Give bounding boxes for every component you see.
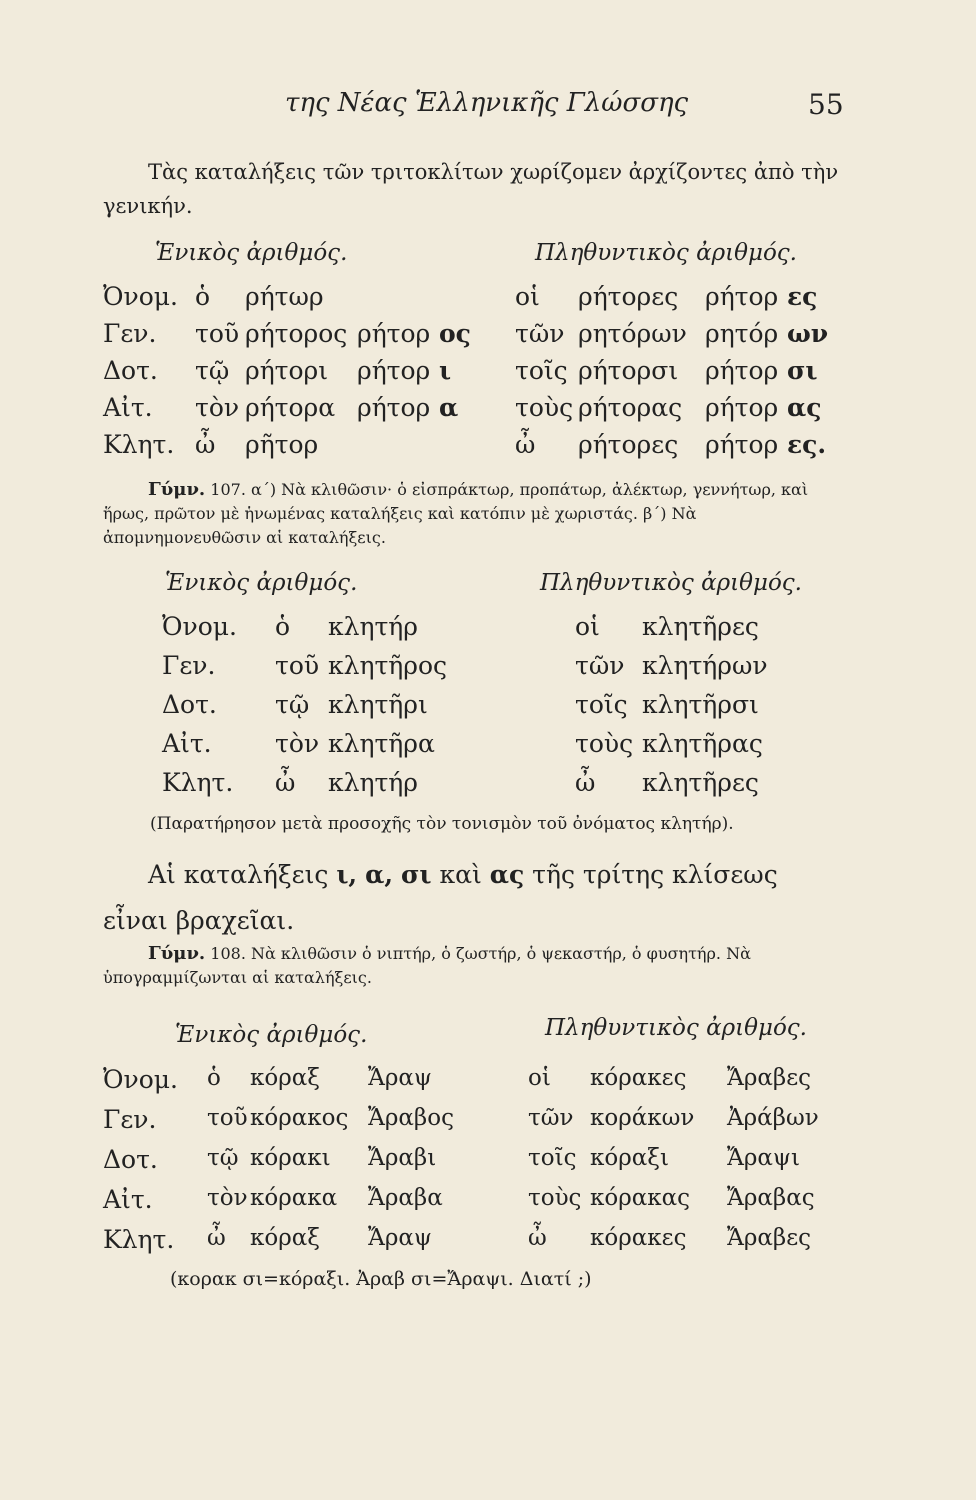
table2-singular-header: Ἑνικὸς ἀριθμός. bbox=[165, 570, 358, 596]
rule-ending-a: α, bbox=[365, 860, 394, 889]
t3-case: Γεν. bbox=[103, 1105, 157, 1134]
note-accent: (Παρατήρησον μετὰ προσοχῆς τὸν τονισμὸν τοῦ ὀνόματος κλητήρ). bbox=[150, 814, 734, 834]
t1-split-ending: ος bbox=[430, 319, 471, 348]
t1-plural-split bbox=[705, 430, 826, 459]
rule-ending-as: ας bbox=[489, 860, 525, 889]
t2-article: τοῦ bbox=[275, 651, 320, 680]
rule-paragraph bbox=[103, 852, 843, 944]
t3-plural-word: κόραξι bbox=[590, 1145, 669, 1171]
t1-plural-article: τοὺς bbox=[515, 393, 574, 422]
t1-split-stem: ρήτορ bbox=[357, 319, 431, 348]
t3-plural-word2: Ἄραψι bbox=[727, 1145, 800, 1171]
t2-case: Ὀνομ. bbox=[162, 612, 237, 641]
t2-case: Δοτ. bbox=[162, 690, 217, 719]
t3-word: κόραξ bbox=[250, 1065, 320, 1091]
t1-plural-split-ending: ες. bbox=[778, 430, 827, 459]
t3-plural-article: τῶν bbox=[528, 1105, 574, 1131]
intro-paragraph bbox=[103, 155, 843, 223]
t1-plural-split-ending: ων bbox=[778, 319, 829, 348]
rule-pre: Αἱ καταλήξεις bbox=[148, 860, 329, 889]
t1-split bbox=[357, 393, 458, 422]
t1-plural-split bbox=[705, 393, 821, 422]
t1-split-stem: ρήτορ bbox=[357, 356, 431, 385]
t1-word: ρῆτορ bbox=[245, 430, 319, 459]
t1-split bbox=[357, 319, 471, 348]
t3-article: τῷ bbox=[207, 1145, 239, 1171]
t1-case: Δοτ. bbox=[103, 356, 158, 385]
exercise-108-text: 108. Νὰ κλιθῶσιν ὁ νιπτήρ, ὁ ζωστήρ, ὁ ψεκαστήρ, ὁ φυσητήρ. Νὰ ὑπογραμμίζωνται αἱ καταλήξεις. bbox=[103, 944, 751, 987]
t1-plural-word: ρητόρων bbox=[578, 319, 687, 348]
note-stems: (κορακ σι=κόραξι. Ἀραβ σι=Ἄραψι. Διατί ;) bbox=[170, 1268, 592, 1290]
t1-word: ρήτωρ bbox=[245, 282, 324, 311]
t2-plural-word: κλητήρων bbox=[642, 651, 768, 680]
t1-plural-split-stem: ρήτορ bbox=[705, 430, 779, 459]
t1-plural-article: ὦ bbox=[515, 430, 536, 459]
t2-plural-article: οἱ bbox=[575, 612, 600, 641]
t1-split bbox=[357, 356, 451, 385]
t1-word: ρήτορι bbox=[245, 356, 329, 385]
rule-post: τῆς τρίτης κλίσεως εἶναι βραχεῖαι. bbox=[103, 860, 778, 935]
t1-plural-split-stem: ρητόρ bbox=[705, 319, 779, 348]
t2-plural-word: κλητῆρας bbox=[642, 729, 763, 758]
t1-case: Κλητ. bbox=[103, 430, 175, 459]
t3-word2: Ἄραβος bbox=[368, 1105, 454, 1131]
t2-case: Γεν. bbox=[162, 651, 216, 680]
t3-word2: Ἄραβι bbox=[368, 1145, 437, 1171]
t2-case: Κλητ. bbox=[162, 768, 234, 797]
t1-plural-split-stem: ρήτορ bbox=[705, 282, 779, 311]
t1-word: ρήτορος bbox=[245, 319, 348, 348]
t3-article: τὸν bbox=[207, 1185, 248, 1211]
rule-ending-i: ι, bbox=[336, 860, 358, 889]
t1-plural-split bbox=[705, 319, 828, 348]
t2-plural-article: ὦ bbox=[575, 768, 596, 797]
t3-word2: Ἄραβα bbox=[368, 1185, 443, 1211]
t1-plural-article: οἱ bbox=[515, 282, 540, 311]
t1-article: τοῦ bbox=[195, 319, 240, 348]
t2-word: κλητῆρι bbox=[328, 690, 428, 719]
t3-case: Ὀνομ. bbox=[103, 1065, 178, 1094]
table3-plural-header: Πληθυντικὸς ἀριθμός. bbox=[545, 1015, 807, 1041]
t2-case: Αἰτ. bbox=[162, 729, 212, 758]
rule-mid: καὶ bbox=[439, 860, 482, 889]
t2-word: κλητῆρα bbox=[328, 729, 435, 758]
t2-plural-article: τοῖς bbox=[575, 690, 628, 719]
t3-word: κόρακα bbox=[250, 1185, 338, 1211]
t3-plural-word: κόρακες bbox=[590, 1225, 687, 1251]
t3-plural-article: τοὺς bbox=[528, 1185, 582, 1211]
t1-split-ending: α bbox=[430, 393, 459, 422]
t1-split-ending: ι bbox=[430, 356, 452, 385]
t1-plural-article: τοῖς bbox=[515, 356, 568, 385]
t2-article: ὦ bbox=[275, 768, 296, 797]
t1-case: Ὀνομ. bbox=[103, 282, 178, 311]
t1-plural-word: ρήτορες bbox=[578, 282, 679, 311]
table3-singular-header: Ἑνικὸς ἀριθμός. bbox=[175, 1022, 368, 1048]
t1-plural-split-ending: ας bbox=[778, 393, 822, 422]
t1-plural-split-ending: σι bbox=[778, 356, 818, 385]
t1-plural-split bbox=[705, 282, 817, 311]
t1-plural-split-stem: ρήτορ bbox=[705, 356, 779, 385]
t1-word: ρήτορα bbox=[245, 393, 336, 422]
exercise-108 bbox=[103, 942, 848, 990]
t3-case: Κλητ. bbox=[103, 1225, 175, 1254]
t3-case: Δοτ. bbox=[103, 1145, 158, 1174]
page-number: 55 bbox=[808, 88, 844, 121]
t3-plural-word: κόρακες bbox=[590, 1065, 687, 1091]
t3-plural-word2: Ἄραβες bbox=[727, 1225, 812, 1251]
t2-word: κλητήρ bbox=[328, 768, 418, 797]
t2-plural-article: τῶν bbox=[575, 651, 625, 680]
t3-word: κόρακι bbox=[250, 1145, 331, 1171]
t1-plural-word: ρήτορας bbox=[578, 393, 683, 422]
t1-split-stem: ρήτορ bbox=[357, 393, 431, 422]
t3-plural-article: οἱ bbox=[528, 1065, 551, 1091]
running-head: της Νέας Ἑλληνικῆς Γλώσσης bbox=[285, 88, 689, 118]
t3-article: ὁ bbox=[207, 1065, 221, 1091]
t1-plural-word: ρήτορσι bbox=[578, 356, 679, 385]
t1-plural-article: τῶν bbox=[515, 319, 565, 348]
t3-article: τοῦ bbox=[207, 1105, 248, 1131]
rule-ending-si: σι bbox=[401, 860, 432, 889]
t1-article: τῷ bbox=[195, 356, 230, 385]
exercise-107-text: 107. α΄) Νὰ κλιθῶσιν· ὁ εἰσπράκτωρ, προπάτωρ, ἀλέκτωρ, γεννήτωρ, καὶ ἥρως, πρῶτον μὲ ἡνωμένας καταλήξεις καὶ κατόπιν μὲ χωριστάς. β΄) Νὰ ἀπομνημονευθῶσιν αἱ καταλήξεις. bbox=[103, 480, 809, 547]
t3-word: κόραξ bbox=[250, 1225, 320, 1251]
t1-case: Γεν. bbox=[103, 319, 157, 348]
exercise-107-label: Γύμν. bbox=[148, 479, 206, 500]
t3-word: κόρακος bbox=[250, 1105, 349, 1131]
exercise-107 bbox=[103, 478, 848, 550]
table1-plural-header: Πληθυντικὸς ἀριθμός. bbox=[535, 240, 797, 266]
table2-plural-header: Πληθυντικὸς ἀριθμός. bbox=[540, 570, 802, 596]
t3-word2: Ἄραψ bbox=[368, 1225, 432, 1251]
t2-plural-article: τοὺς bbox=[575, 729, 634, 758]
t1-case: Αἰτ. bbox=[103, 393, 153, 422]
t2-article: τῷ bbox=[275, 690, 310, 719]
t3-plural-word2: Ἄραβας bbox=[727, 1185, 815, 1211]
t2-word: κλητῆρος bbox=[328, 651, 448, 680]
t2-plural-word: κλητῆρσι bbox=[642, 690, 759, 719]
t1-article: ὁ bbox=[195, 282, 211, 311]
t1-plural-split-stem: ρήτορ bbox=[705, 393, 779, 422]
t1-article: ὦ bbox=[195, 430, 216, 459]
t3-plural-word: κόρακας bbox=[590, 1185, 691, 1211]
t2-word: κλητήρ bbox=[328, 612, 418, 641]
t1-plural-split-ending: ες bbox=[778, 282, 818, 311]
t3-article: ὦ bbox=[207, 1225, 226, 1251]
t3-word2: Ἄραψ bbox=[368, 1065, 432, 1091]
t1-plural-word: ρήτορες bbox=[578, 430, 679, 459]
table1-singular-header: Ἑνικὸς ἀριθμός. bbox=[155, 240, 348, 266]
t2-article: ὁ bbox=[275, 612, 291, 641]
t2-plural-word: κλητῆρες bbox=[642, 768, 759, 797]
t3-plural-word2: Ἀράβων bbox=[727, 1105, 819, 1131]
t3-plural-article: ὦ bbox=[528, 1225, 547, 1251]
t3-case: Αἰτ. bbox=[103, 1185, 153, 1214]
exercise-108-label: Γύμν. bbox=[148, 943, 206, 964]
t2-plural-word: κλητῆρες bbox=[642, 612, 759, 641]
t3-plural-word2: Ἄραβες bbox=[727, 1065, 812, 1091]
t1-article: τὸν bbox=[195, 393, 240, 422]
t3-plural-article: τοῖς bbox=[528, 1145, 577, 1171]
t1-plural-split bbox=[705, 356, 818, 385]
t2-article: τὸν bbox=[275, 729, 320, 758]
intro-text: Τὰς καταλήξεις τῶν τριτοκλίτων χωρίζομεν ἀρχίζοντες ἀπὸ τὴν γενικήν. bbox=[103, 160, 839, 218]
t3-plural-word: κοράκων bbox=[590, 1105, 695, 1131]
